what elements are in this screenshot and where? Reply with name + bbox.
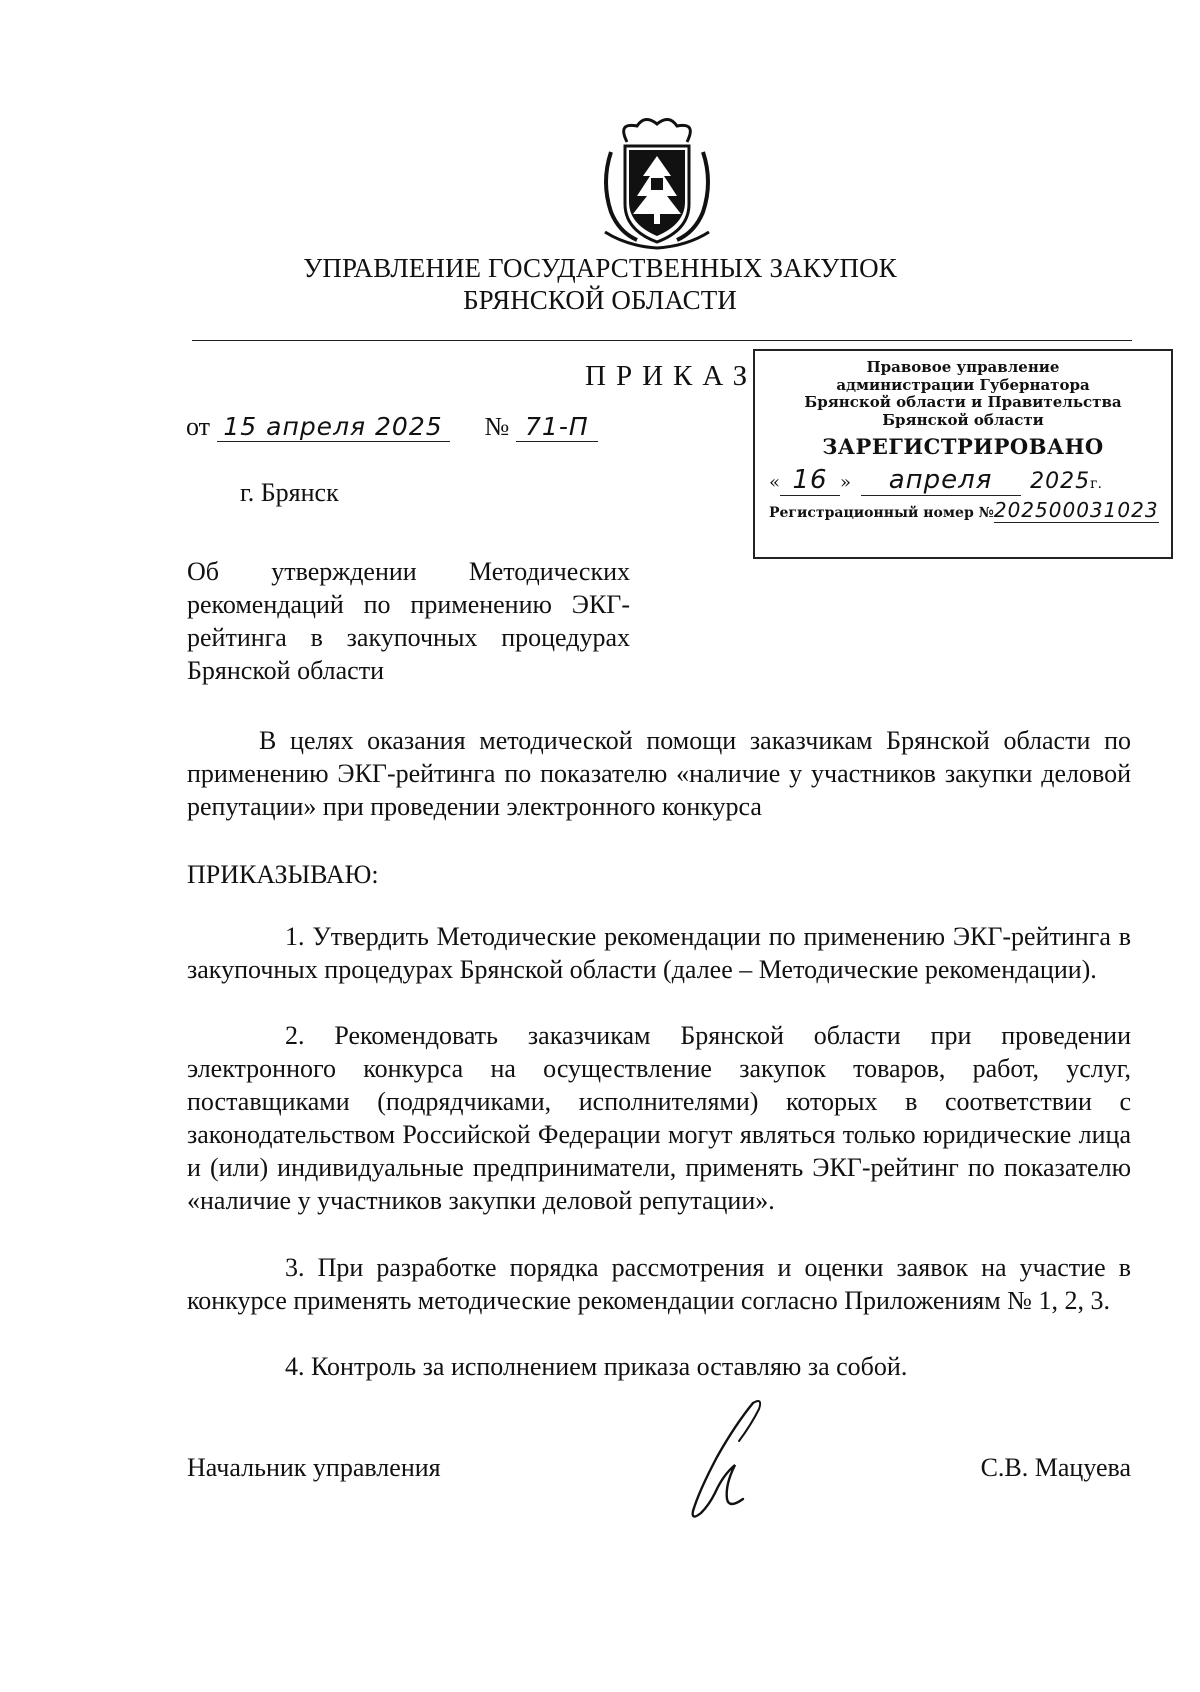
document-title: ПРИКАЗ	[585, 360, 758, 392]
stamp-registration	[755, 498, 1171, 523]
order-date: 15 апреля 2025	[217, 412, 450, 442]
coat-of-arms-emblem	[597, 112, 717, 250]
stamp-reg-label: Регистрационный номер №	[769, 504, 994, 521]
stamp-line4: Брянской области	[882, 411, 1044, 430]
order-word: ПРИКАЗЫВАЮ:	[187, 860, 379, 889]
subject-rest: рекомендаций по применению ЭКГ-рейтинга в закупочных процедурах Брянской области	[187, 590, 630, 686]
number-prefix: №	[484, 412, 510, 441]
stamp-line3: Брянской области и Правительства	[804, 393, 1122, 412]
city: г. Брянск	[240, 478, 339, 507]
stamp-reg-number: 202500031023	[993, 497, 1159, 522]
stamp-line2: администрации Губернатора	[836, 375, 1090, 394]
order-subject	[187, 555, 630, 687]
stamp-month: апреля	[861, 465, 1021, 496]
order-number: 71-П	[516, 412, 598, 442]
stamp-date: « 16 » апреля 2025г.	[769, 464, 1102, 495]
registration-stamp	[753, 349, 1173, 559]
item-1: 1. Утвердить Методические рекомендации по применению ЭКГ-рейтинга в закупочных процедурах Брянской области (далее – Методические рекомендации).	[187, 922, 1131, 985]
stamp-day: 16	[780, 465, 840, 496]
item-4: 4. Контроль за исполнением приказа оставляю за собой.	[285, 1352, 908, 1381]
subject-first-line: Об утверждении Методических	[187, 557, 630, 586]
item-2: 2. Рекомендовать заказчикам Брянской области при проведении электронного конкурса на осуществление закупок товаров, работ, услуг, поставщиками (подрядчиками, исполнителями) которых в соответствии с законодательством Российской Федерации могут являться только юридические лица и (или) индивидуальные предприниматели, применять ЭКГ-рейтинг по показателю «наличие у участников закупки деловой репутации».	[187, 1021, 1131, 1216]
order-date-number-line	[186, 412, 598, 442]
stamp-year: 2025	[1030, 468, 1091, 494]
item-3: 3. При разработке порядка рассмотрения и оценки заявок на участие в конкурсе применять методические рекомендации согласно Приложениям № 1, 2, 3.	[187, 1253, 1131, 1316]
signer-name: С.В. Мацуева	[980, 1453, 1131, 1482]
header-divider	[192, 340, 1132, 341]
handwritten-signature	[665, 1395, 775, 1525]
stamp-status: ЗАРЕГИСТРИРОВАНО	[822, 433, 1104, 459]
organization-name-line1: УПРАВЛЕНИЕ ГОСУДАРСТВЕННЫХ ЗАКУПОК	[303, 253, 897, 283]
stamp-line1: Правовое управление	[866, 358, 1060, 376]
date-prefix: от	[186, 412, 211, 441]
organization-name-line2: БРЯНСКОЙ ОБЛАСТИ	[463, 285, 737, 315]
preamble: В целях оказания методической помощи заказчикам Брянской области по применению ЭКГ-рейтинга по показателю «наличие у участников закупки деловой репутации» при проведении электронного конкурса	[187, 726, 1131, 822]
signer-position: Начальник управления	[187, 1453, 441, 1482]
